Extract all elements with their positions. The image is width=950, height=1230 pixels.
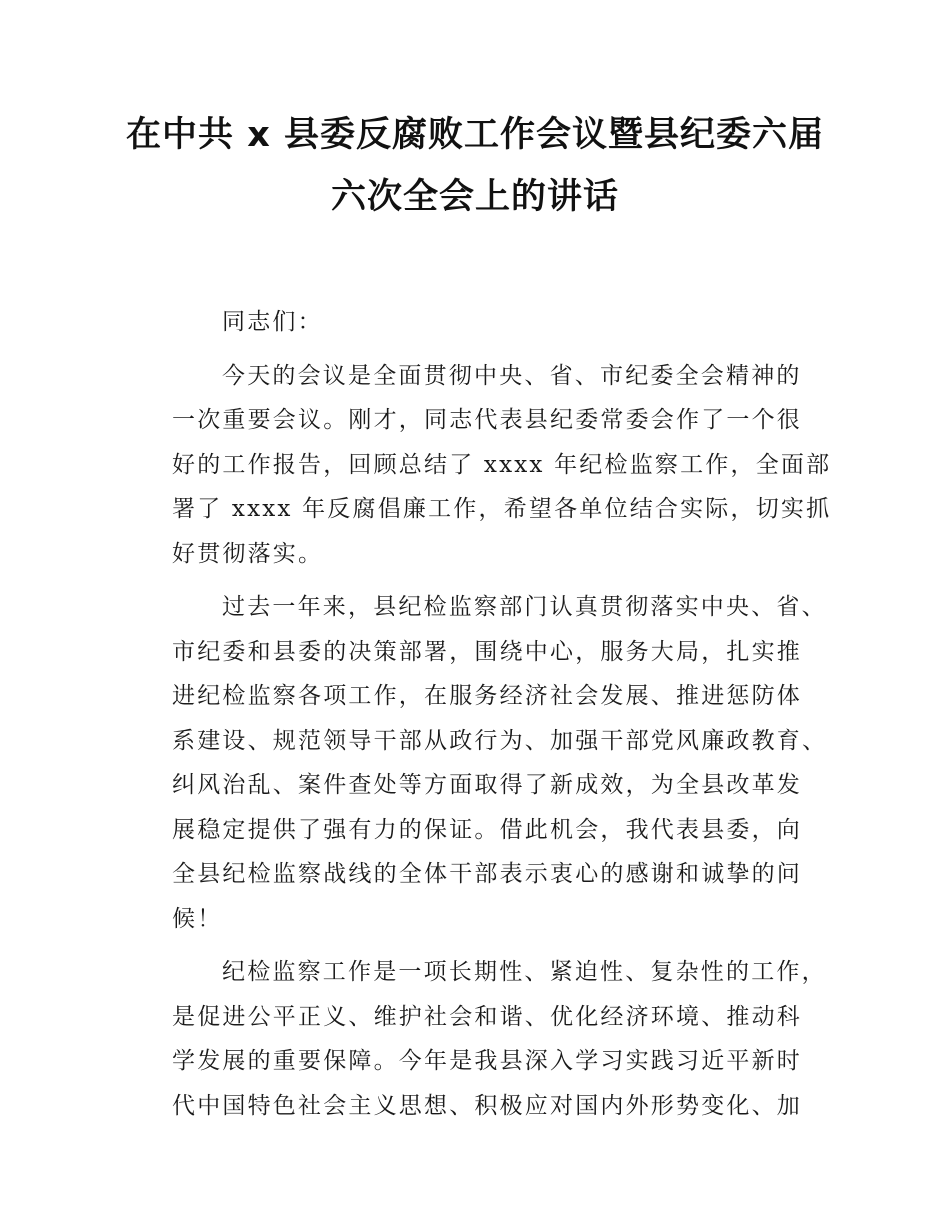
paragraph-line: 市纪委和县委的决策部署，围绕中心，服务大局，扎实推: [172, 638, 802, 665]
title-line-1: 在中共 x 县委反腐败工作会议暨县纪委六届: [126, 115, 824, 155]
paragraph-line: 署了 xxxx 年反腐倡廉工作，希望各单位结合实际，切实抓: [172, 496, 832, 522]
document-title: [120, 104, 830, 228]
paragraph-line: 学发展的重要保障。今年是我县深入学习实践习近平新时: [172, 1048, 802, 1074]
salutation-paragraph: [172, 300, 812, 345]
paragraph-line: 候！: [172, 905, 223, 932]
paragraph-line: 同志们：: [222, 309, 323, 335]
paragraph-line: 好贯彻落实。: [172, 540, 324, 567]
paragraph-line: 全县纪检监察战线的全体干部表示衷心的感谢和诚挚的问: [172, 861, 802, 887]
paragraph-line: 是促进公平正义、维护社会和谐、优化经济环境、推动科: [172, 1003, 802, 1030]
body-paragraph: [172, 950, 827, 1128]
paragraph-line: 今天的会议是全面贯彻中央、省、市纪委全会精神的: [222, 362, 802, 389]
body-paragraph: [172, 585, 828, 941]
body-paragraph: [172, 354, 832, 577]
title-line-2: 六次全会上的讲话: [330, 177, 619, 217]
paragraph-line: 纠风治乱、案件查处等方面取得了新成效，为全县改革发: [172, 772, 802, 798]
paragraph-line: 展稳定提供了强有力的保证。借此机会，我代表县委，向: [172, 816, 802, 843]
paragraph-line: 一次重要会议。刚才，同志代表县纪委常委会作了一个很: [172, 407, 802, 433]
paragraph-line: 好的工作报告，回顾总结了 xxxx 年纪检监察工作，全面部: [172, 451, 832, 478]
paragraph-line: 过去一年来，县纪检监察部门认真贯彻落实中央、省、: [222, 594, 827, 620]
paragraph-line: 系建设、规范领导干部从政行为、加强干部党风廉政教育、: [172, 727, 828, 754]
document-body: [172, 300, 832, 1137]
paragraph-line: 进纪检监察各项工作，在服务经济社会发展、推进惩防体: [172, 683, 802, 709]
paragraph-line: 纪检监察工作是一项长期性、紧迫性、复杂性的工作，: [222, 959, 827, 985]
paragraph-line: 代中国特色社会主义思想、积极应对国内外形势变化、加: [172, 1092, 802, 1119]
